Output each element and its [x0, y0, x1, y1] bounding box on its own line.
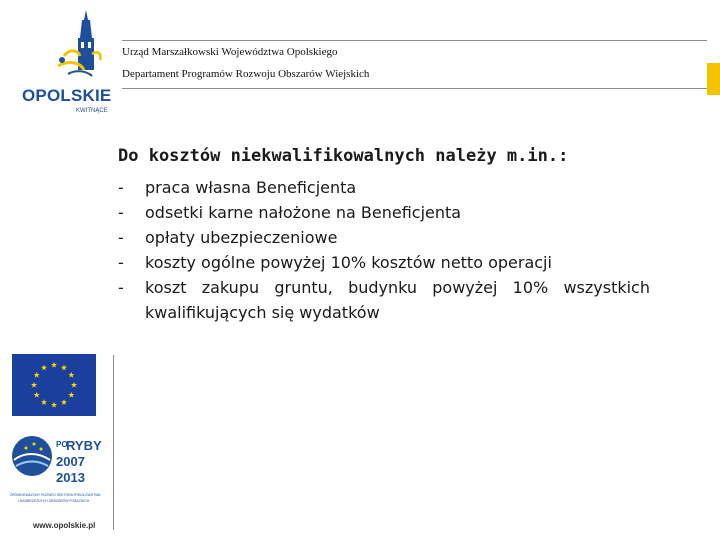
sidebar-rule — [113, 355, 114, 530]
ryby-name-text: RYBY — [66, 438, 102, 453]
header-office-name: Urząd Marszałkowski Województwa Opolskiego — [122, 46, 338, 58]
header-top-rule — [122, 40, 707, 41]
ryby-po-text: PO — [56, 440, 68, 449]
cost-list — [118, 175, 650, 325]
list-item: - koszty ogólne powyżej 10% kosztów netto operacji — [118, 250, 650, 275]
list-bullet: - — [118, 178, 124, 197]
list-item: - odsetki karne nałożone na Beneficjenta — [118, 200, 650, 225]
list-item: - praca własna Beneficjenta — [118, 175, 650, 200]
ryby-caption-line1: ZRÓWNOWAŻONY ROZWÓJ SEKTORA RYBOŁÓWSTWA — [10, 493, 101, 497]
list-bullet: - — [118, 253, 124, 272]
website-link[interactable]: www.opolskie.pl — [33, 521, 96, 530]
list-item: - opłaty ubezpieczeniowe — [118, 225, 650, 250]
ryby-year-end: 2013 — [56, 470, 85, 485]
po-ryby-logo — [8, 430, 106, 512]
list-bullet: - — [118, 228, 124, 247]
logo-subtitle: KWITNĄCE — [76, 108, 108, 114]
list-bullet: - — [118, 278, 124, 297]
accent-bar — [707, 63, 720, 95]
content-heading: Do kosztów niekwalifikowalnych należy m.in.: — [118, 146, 569, 166]
header-department-name: Departament Programów Rozwoju Obszarów Wiejskich — [122, 68, 370, 80]
logo-wordmark: OPOLSKIE — [22, 86, 112, 105]
list-bullet: - — [118, 203, 124, 222]
opolskie-logo — [14, 8, 112, 120]
eu-flag-icon — [12, 354, 96, 416]
ryby-caption-line2: I NADBRZEŻNYCH OBSZARÓW RYBACKICH — [18, 499, 90, 503]
ryby-year-start: 2007 — [56, 454, 85, 469]
opolskie-emblem-icon — [14, 8, 106, 88]
list-item: - koszt zakupu gruntu, budynku powyżej 10% wszystkich kwalifikujących się wydatków — [118, 275, 650, 325]
header-bottom-rule — [122, 88, 707, 89]
